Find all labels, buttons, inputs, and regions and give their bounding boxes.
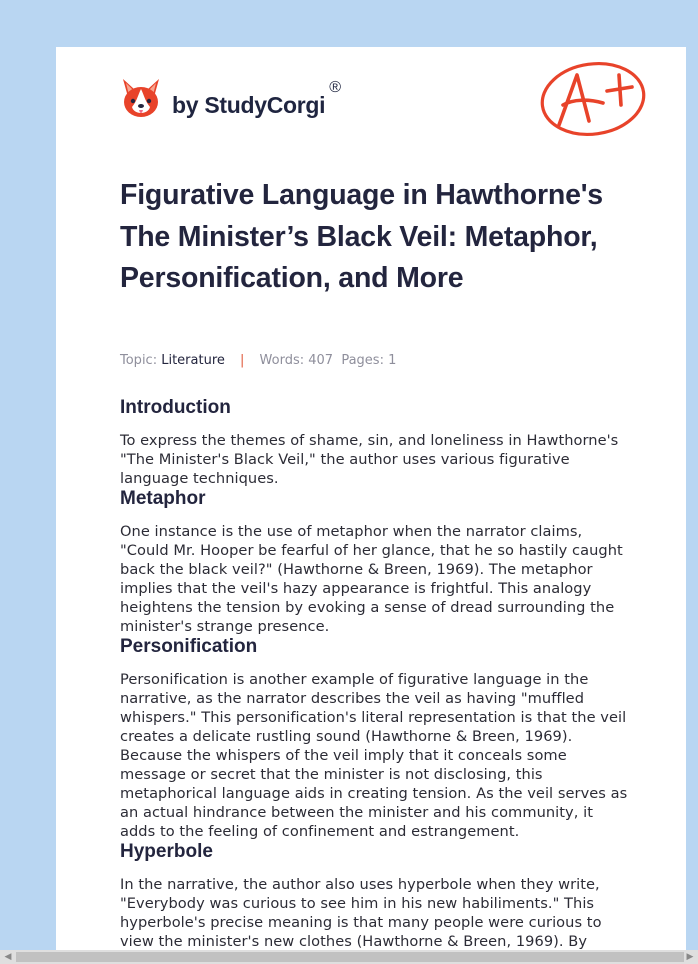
document-page bbox=[56, 47, 686, 950]
article-title: Figurative Language in Hawthorne's The Minister’s Black Veil: Metaphor, Personification, and More bbox=[120, 179, 603, 294]
section-heading: Hyperbole bbox=[120, 841, 213, 862]
meta-separator: | bbox=[240, 353, 245, 368]
section-heading: Metaphor bbox=[120, 488, 206, 509]
page-count: Pages: 1 bbox=[341, 353, 397, 368]
registered-mark: ® bbox=[329, 79, 342, 96]
article-meta bbox=[120, 353, 396, 368]
a-plus-grade-icon bbox=[537, 59, 649, 139]
horizontal-scrollbar[interactable] bbox=[0, 950, 698, 964]
section-heading: Personification bbox=[120, 636, 258, 657]
topic-label: Topic: bbox=[120, 353, 158, 368]
svg-text:A+: A+ bbox=[537, 59, 539, 60]
scrollbar-thumb[interactable] bbox=[16, 952, 684, 962]
scroll-left-icon[interactable]: ◀ bbox=[4, 952, 12, 962]
section-paragraph: One instance is the use of metaphor when the narrator claims, "Could Mr. Hooper be fearful of her glance, that he so hastily caught back the black veil?" (Hawthorne & Breen, 1969). The metaphor implies that the veil's hazy appearance is frightful. This analogy heightens the tension by evoking a sense of dread surrounding the minister's strange presence. bbox=[120, 523, 623, 635]
section-paragraph: In the narrative, the author also uses hyperbole when they write, "Everybody was curious to see him in his new habiliments." This hyperbole's precise meaning is that many people were curious to view the minister's new clothes (Hawthorne & Breen, 1969). By bbox=[120, 876, 602, 950]
topic-link[interactable]: Literature bbox=[161, 353, 225, 368]
section-paragraph: To express the themes of shame, sin, and loneliness in Hawthorne's "The Minister's Black Veil," the author uses various figurative language techniques. bbox=[120, 432, 619, 487]
corgi-logo-icon bbox=[120, 75, 162, 121]
section-paragraph: Personification is another example of figurative language in the narrative, as the narrator describes the veil as having "muffled whispers." This personification's literal representation is that the veil creates a delicate rustling sound (Hawthorne & Breen, 1969). Because the whispers of the veil imply that it conceals some message or secret that the minister is not disclosing, this metaphorical language aids in creating tension. As the veil serves as an actual hindrance between the minister and his community, it adds to the feeling of confinement and estrangement. bbox=[120, 671, 628, 840]
brand-name: by StudyCorgi bbox=[172, 91, 326, 118]
word-count: Words: 407 bbox=[259, 353, 334, 368]
article-body bbox=[120, 397, 632, 950]
section-heading: Introduction bbox=[120, 397, 231, 418]
scroll-right-icon[interactable]: ▶ bbox=[686, 952, 694, 962]
studycorgi-logo[interactable] bbox=[120, 75, 341, 121]
